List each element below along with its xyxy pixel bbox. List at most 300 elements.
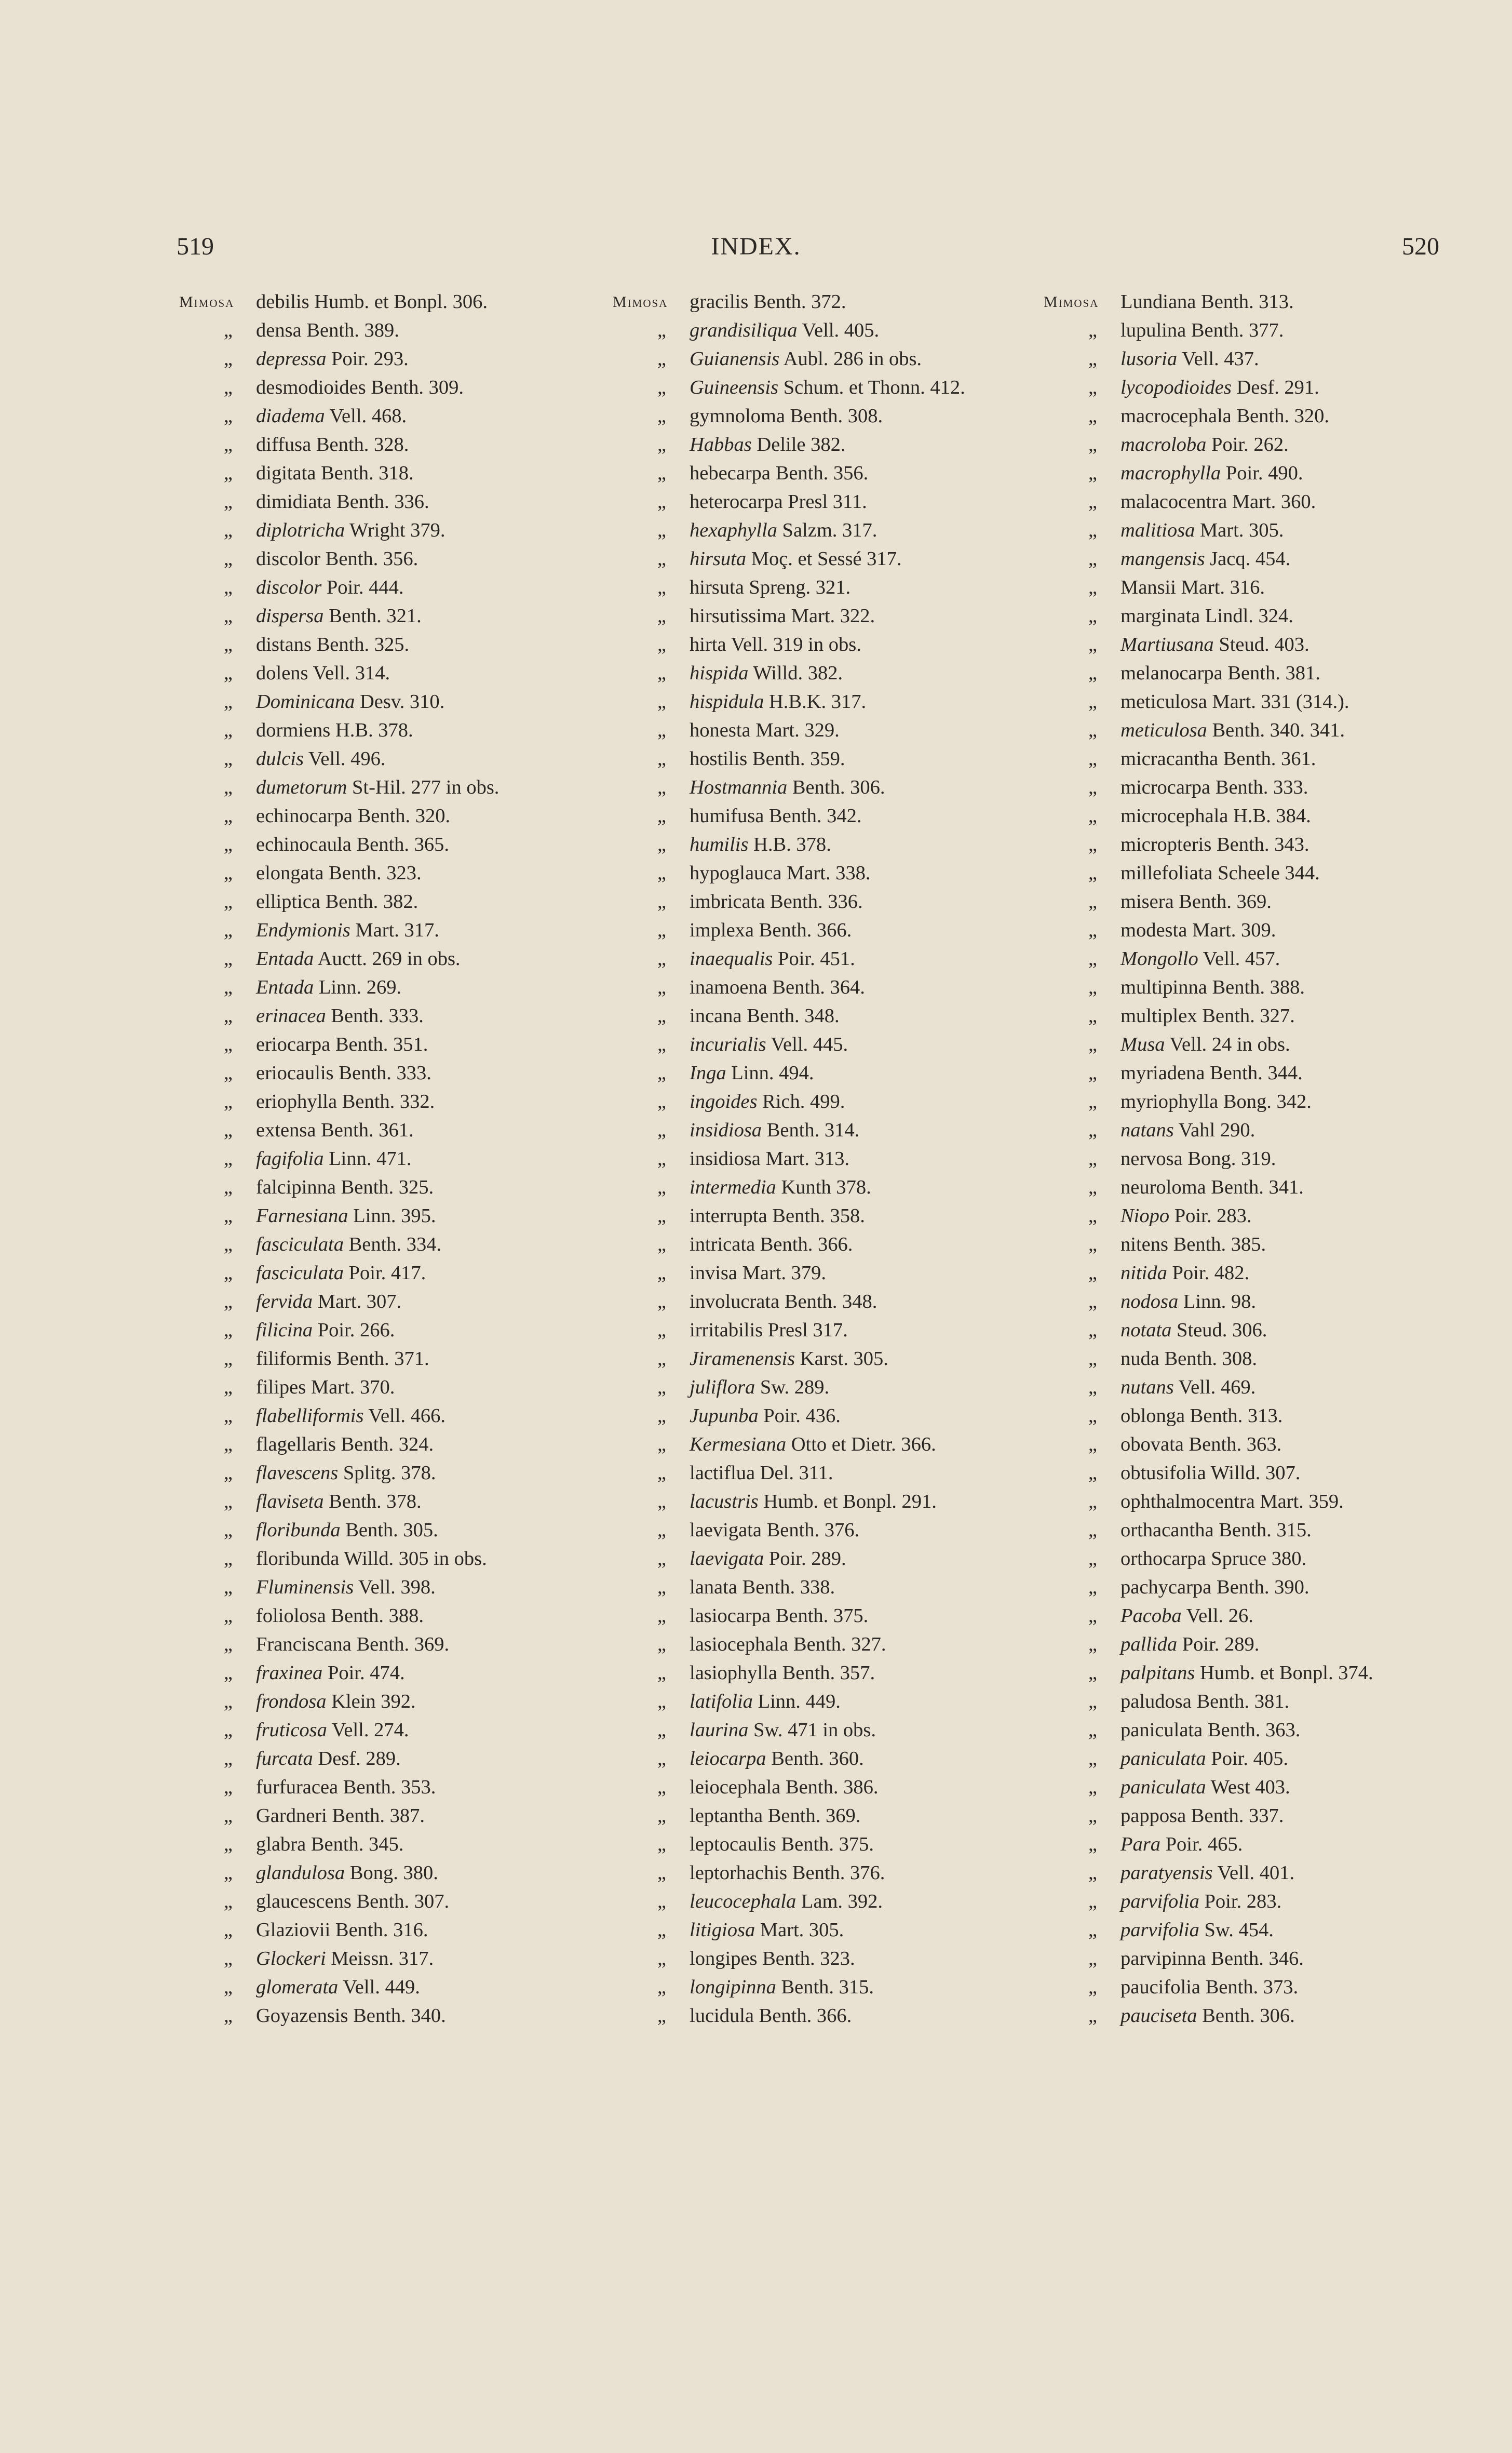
genus-label: Mimosa: [613, 293, 668, 311]
species-name: glaucescens: [256, 1891, 352, 1912]
authority-and-page: Benth. 341.: [1206, 1176, 1304, 1198]
index-entry: [1120, 1973, 1298, 2002]
index-entry: [690, 1259, 826, 1288]
authority-and-page: Vell. 24 in obs.: [1165, 1034, 1290, 1055]
ditto-mark: „: [657, 1376, 666, 1398]
ditto-mark: „: [657, 1576, 666, 1598]
species-name: neuroloma: [1120, 1176, 1206, 1198]
authority-and-page: Poir. 293.: [326, 348, 409, 370]
index-entry: [256, 1630, 449, 1659]
index-entry: [256, 373, 464, 402]
index-entry: [690, 1230, 853, 1259]
authority-and-page: Benth. 366.: [754, 2005, 852, 2027]
index-entry: [690, 516, 877, 545]
authority-and-page: Poir. 465.: [1160, 1833, 1243, 1855]
species-name: hypoglauca: [690, 862, 782, 884]
authority-and-page: Mart. 338.: [781, 862, 871, 884]
authority-and-page: Benth. 371.: [331, 1348, 429, 1370]
index-entry: [256, 945, 461, 973]
ditto-mark: „: [657, 1976, 666, 1998]
authority-and-page: Willd. 307.: [1206, 1462, 1301, 1484]
ditto-mark: „: [657, 1034, 666, 1055]
ditto-mark: „: [1088, 976, 1097, 998]
index-entry: [1120, 345, 1259, 373]
index-entry: [1120, 802, 1311, 830]
index-entry: [690, 1602, 868, 1630]
authority-and-page: Benth. 333.: [1210, 776, 1308, 798]
species-name: insidiosa: [690, 1148, 761, 1170]
species-name: laevigata: [690, 1548, 764, 1570]
index-entry: [256, 1916, 428, 1945]
species-name: gracilis: [690, 291, 749, 313]
authority-and-page: Benth. 342.: [764, 805, 862, 827]
ditto-mark: „: [1088, 891, 1097, 913]
authority-and-page: Kunth 378.: [776, 1176, 871, 1198]
authority-and-page: Spreng. 321.: [744, 577, 851, 598]
index-entry: [1120, 1002, 1295, 1030]
ditto-mark: „: [1088, 1205, 1097, 1227]
ditto-mark: „: [657, 377, 666, 398]
ditto-mark: „: [657, 662, 666, 684]
species-name: hostilis: [690, 748, 748, 770]
authority-and-page: Otto et Dietr. 366.: [786, 1433, 936, 1455]
ditto-mark: „: [224, 1948, 233, 1969]
ditto-mark: „: [1088, 1462, 1097, 1484]
ditto-mark: „: [224, 891, 233, 913]
ditto-mark: „: [1088, 862, 1097, 884]
species-name: hispidula: [690, 691, 764, 713]
ditto-mark: „: [657, 319, 666, 341]
species-name: diplotricha: [256, 519, 345, 541]
species-name: Habbas: [690, 434, 752, 455]
species-name: Musa: [1120, 1034, 1165, 1055]
species-name: furfuracea: [256, 1776, 339, 1798]
ditto-mark: „: [224, 862, 233, 884]
ditto-mark: „: [1088, 1548, 1097, 1570]
species-name: dispersa: [256, 605, 324, 627]
index-entry: [690, 1116, 859, 1145]
authority-and-page: Benth. 356.: [320, 548, 419, 570]
authority-and-page: Vell. 26.: [1181, 1605, 1253, 1627]
index-entry: [690, 1859, 885, 1887]
authority-and-page: Linn. 449.: [752, 1691, 841, 1712]
ditto-mark: „: [1088, 1662, 1097, 1684]
index-entry: [690, 1516, 859, 1545]
authority-and-page: Klein 392.: [326, 1691, 416, 1712]
ditto-mark: „: [1088, 519, 1097, 541]
authority-and-page: Mart. 317.: [350, 919, 439, 941]
index-entry: [256, 859, 422, 888]
species-name: dormiens: [256, 719, 331, 741]
authority-and-page: Benth. 375.: [776, 1833, 874, 1855]
species-name: modesta: [1120, 919, 1187, 941]
species-name: erinacea: [256, 1005, 326, 1027]
index-entry: [256, 1516, 438, 1545]
authority-and-page: Benth. 344.: [1205, 1062, 1303, 1084]
species-name: longipinna: [690, 1976, 776, 1998]
species-name: micropteris: [1120, 834, 1212, 855]
authority-and-page: Benth. 358.: [767, 1205, 865, 1227]
index-entry: [690, 830, 831, 859]
ditto-mark: „: [657, 1948, 666, 1969]
species-name: fagifolia: [256, 1148, 324, 1170]
ditto-mark: „: [1088, 834, 1097, 855]
index-entry: [1120, 516, 1284, 545]
index-entry: [256, 688, 444, 716]
species-name: inamoena: [690, 976, 767, 998]
index-entry: [1120, 459, 1303, 488]
authority-and-page: Auctt. 269 in obs.: [314, 948, 461, 970]
ditto-mark: „: [224, 1176, 233, 1198]
index-entry: [256, 1573, 436, 1602]
species-name: dulcis: [256, 748, 304, 770]
ditto-mark: „: [224, 948, 233, 970]
index-entry: [1120, 830, 1310, 859]
index-entry: [256, 1973, 420, 2002]
index-entry: [256, 1830, 403, 1859]
species-name: Jupunba: [690, 1405, 759, 1427]
ditto-mark: „: [1088, 1633, 1097, 1655]
index-entry: [256, 1116, 414, 1145]
index-entry: [256, 1202, 436, 1230]
species-name: Entada: [256, 948, 314, 970]
authority-and-page: Vell. 274.: [327, 1719, 409, 1741]
ditto-mark: „: [224, 605, 233, 627]
ditto-mark: „: [657, 1005, 666, 1027]
index-entry: [690, 1345, 888, 1373]
ditto-mark: „: [657, 834, 666, 855]
index-entry: [1120, 659, 1320, 688]
authority-and-page: Vell. 449.: [338, 1976, 420, 1998]
index-entry: [690, 1887, 883, 1916]
authority-and-page: Benth. 318.: [316, 462, 414, 484]
authority-and-page: Benth. 376.: [787, 1862, 885, 1884]
species-name: mangensis: [1120, 548, 1205, 570]
authority-and-page: Lam. 392.: [796, 1891, 883, 1912]
species-name: leiocephala: [690, 1776, 781, 1798]
ditto-mark: „: [224, 1148, 233, 1170]
index-entry: [1120, 1345, 1257, 1373]
ditto-mark: „: [657, 434, 666, 455]
ditto-mark: „: [1088, 776, 1097, 798]
species-name: parvifolia: [1120, 1919, 1199, 1941]
ditto-mark: „: [224, 1691, 233, 1712]
species-name: nervosa: [1120, 1148, 1183, 1170]
authority-and-page: Benth. 307.: [351, 1891, 450, 1912]
index-entry: [690, 773, 885, 802]
ditto-mark: „: [1088, 405, 1097, 427]
species-name: Glaziovii: [256, 1919, 331, 1941]
authority-and-page: Benth. 361.: [316, 1119, 414, 1141]
ditto-mark: „: [657, 691, 666, 713]
authority-and-page: St-Hil. 277 in obs.: [347, 776, 500, 798]
authority-and-page: Benth. 345.: [306, 1833, 404, 1855]
ditto-mark: „: [657, 1919, 666, 1941]
index-entry: [690, 316, 879, 345]
species-name: millefoliata: [1120, 862, 1213, 884]
index-entry: [1120, 1716, 1300, 1745]
species-name: hexaphylla: [690, 519, 777, 541]
species-name: filipes: [256, 1376, 306, 1398]
index-entry: [690, 1973, 874, 2002]
ditto-mark: „: [1088, 491, 1097, 513]
authority-and-page: Benth. 348.: [779, 1291, 878, 1312]
ditto-mark: „: [224, 1862, 233, 1884]
species-name: Kermesiana: [690, 1433, 787, 1455]
index-entry: [1120, 973, 1305, 1002]
species-name: dimidiata: [256, 491, 332, 513]
ditto-mark: „: [224, 377, 233, 398]
species-name: lactiflua: [690, 1462, 755, 1484]
species-name: lusoria: [1120, 348, 1178, 370]
authority-and-page: Benth. 336.: [765, 891, 863, 913]
authority-and-page: Benth. 369.: [1173, 891, 1272, 913]
index-entry: [690, 1030, 848, 1059]
species-name: multipinna: [1120, 976, 1207, 998]
species-name: meticulosa: [1120, 691, 1207, 713]
index-entry: [1120, 916, 1276, 945]
index-entry: [1120, 402, 1329, 431]
index-entry: [690, 1802, 860, 1830]
genus-label: Mimosa: [1044, 293, 1099, 311]
index-entry: [256, 516, 446, 545]
species-name: fasciculata: [256, 1262, 344, 1284]
species-name: glandulosa: [256, 1862, 345, 1884]
authority-and-page: Benth. 325.: [311, 634, 410, 655]
species-name: lasiocarpa: [690, 1605, 771, 1627]
authority-and-page: Linn. 494.: [726, 1062, 814, 1084]
ditto-mark: „: [1088, 1576, 1097, 1598]
authority-and-page: Benth. 372.: [748, 291, 846, 313]
index-entry: [1120, 1887, 1281, 1916]
authority-and-page: Benth. 340. 341.: [1207, 719, 1345, 741]
index-entry: [1120, 773, 1308, 802]
authority-and-page: Mart. 329.: [750, 719, 840, 741]
authority-and-page: Mart. 307.: [313, 1291, 402, 1312]
species-name: nutans: [1120, 1376, 1174, 1398]
index-entry: [1120, 316, 1284, 345]
index-entry: [256, 545, 418, 573]
species-name: floribunda: [256, 1519, 341, 1541]
index-entry: [690, 916, 852, 945]
index-entry: [690, 659, 843, 688]
index-entry: [256, 288, 488, 316]
index-entry: [256, 1030, 428, 1059]
authority-and-page: Vell. 314.: [308, 662, 390, 684]
authority-and-page: Vell. 445.: [766, 1034, 848, 1055]
authority-and-page: Poir. 482.: [1167, 1262, 1250, 1284]
authority-and-page: Sw. 289.: [755, 1376, 830, 1398]
index-entry: [256, 1373, 395, 1402]
species-name: flabelliformis: [256, 1405, 364, 1427]
ditto-mark: „: [1088, 462, 1097, 484]
authority-and-page: Benth. 328.: [311, 434, 409, 455]
index-entry: [256, 1945, 434, 1973]
species-name: microcarpa: [1120, 776, 1211, 798]
authority-and-page: Benth. 369.: [763, 1805, 861, 1827]
species-name: lasiocephala: [690, 1633, 789, 1655]
ditto-mark: „: [657, 605, 666, 627]
authority-and-page: Humb. et Bonpl. 374.: [1195, 1662, 1373, 1684]
ditto-mark: „: [1088, 805, 1097, 827]
authority-and-page: Benth. 390.: [1211, 1576, 1310, 1598]
species-name: incurialis: [690, 1034, 766, 1055]
species-name: intricata: [690, 1234, 755, 1255]
authority-and-page: Benth. 382.: [320, 891, 419, 913]
authority-and-page: Rich. 499.: [757, 1091, 845, 1112]
species-name: filiformis: [256, 1348, 332, 1370]
index-entry: [256, 316, 399, 345]
species-name: Hostmannia: [690, 776, 788, 798]
index-entry: [256, 1602, 424, 1630]
index-entry: [690, 2002, 852, 2030]
ditto-mark: „: [1088, 1491, 1097, 1512]
index-entry: [256, 716, 413, 745]
index-entry: [690, 1573, 835, 1602]
species-name: parvipinna: [1120, 1948, 1206, 1969]
species-name: dolens: [256, 662, 308, 684]
authority-and-page: Poir. 490.: [1221, 462, 1303, 484]
index-entry: [256, 1059, 431, 1088]
index-entry: [690, 631, 861, 659]
authority-and-page: Meissn. 317.: [326, 1948, 434, 1969]
authority-and-page: Wright 379.: [345, 519, 446, 541]
index-entry: [256, 1402, 446, 1430]
ditto-mark: „: [1088, 1605, 1097, 1627]
index-entry: [1120, 1487, 1344, 1516]
ditto-mark: „: [657, 1519, 666, 1541]
authority-and-page: Linn. 395.: [348, 1205, 436, 1227]
index-entry: [1120, 1173, 1304, 1202]
authority-and-page: Benth. 337.: [1186, 1805, 1284, 1827]
ditto-mark: „: [1088, 1376, 1097, 1398]
authority-and-page: Benth. 340.: [348, 2005, 446, 2027]
index-entry: [690, 1830, 874, 1859]
species-name: Para: [1120, 1833, 1160, 1855]
authority-and-page: Poir. 289.: [764, 1548, 846, 1570]
species-name: echinocarpa: [256, 805, 353, 827]
species-name: discolor: [256, 577, 322, 598]
index-entry: [1120, 1516, 1312, 1545]
species-name: interrupta: [690, 1205, 767, 1227]
authority-and-page: Benth. 313.: [1185, 1405, 1283, 1427]
authority-and-page: Benth. 323.: [757, 1948, 855, 1969]
authority-and-page: Bong. 342.: [1218, 1091, 1312, 1112]
species-name: lycopodioides: [1120, 377, 1232, 398]
authority-and-page: Linn. 98.: [1178, 1291, 1256, 1312]
authority-and-page: Benth. 314.: [762, 1119, 860, 1141]
ditto-mark: „: [657, 748, 666, 770]
authority-and-page: Karst. 305.: [795, 1348, 888, 1370]
index-entry: [1120, 545, 1290, 573]
authority-and-page: Vell. 457.: [1198, 948, 1280, 970]
ditto-mark: „: [224, 1519, 233, 1541]
authority-and-page: Steud. 403.: [1213, 634, 1310, 655]
index-entry: [690, 345, 922, 373]
authority-and-page: Benth. 323.: [323, 862, 422, 884]
authority-and-page: Lindl. 324.: [1200, 605, 1293, 627]
species-name: myriadena: [1120, 1062, 1205, 1084]
authority-and-page: Bong. 380.: [345, 1862, 438, 1884]
index-entry: [690, 1088, 845, 1116]
authority-and-page: Jacq. 454.: [1205, 548, 1291, 570]
index-entry: [256, 745, 386, 773]
ditto-mark: „: [1088, 1319, 1097, 1341]
ditto-mark: „: [224, 976, 233, 998]
authority-and-page: Benth. 381.: [1222, 662, 1320, 684]
species-name: flagellaris: [256, 1433, 336, 1455]
ditto-mark: „: [1088, 434, 1097, 455]
species-name: hispida: [690, 662, 749, 684]
species-name: flavescens: [256, 1462, 339, 1484]
index-entry: [690, 973, 865, 1002]
index-entry: [1120, 745, 1316, 773]
species-name: filicina: [256, 1319, 313, 1341]
ditto-mark: „: [657, 776, 666, 798]
ditto-mark: „: [1088, 605, 1097, 627]
authority-and-page: Benth. 346.: [1206, 1948, 1304, 1969]
index-entry: [256, 459, 414, 488]
index-entry: [1120, 1402, 1282, 1430]
authority-and-page: Spruce 380.: [1206, 1548, 1307, 1570]
index-entry: [1120, 1145, 1276, 1173]
authority-and-page: Scheele 344.: [1212, 862, 1320, 884]
ditto-mark: „: [657, 1662, 666, 1684]
index-entry: [690, 888, 863, 916]
species-name: fervida: [256, 1291, 313, 1312]
species-name: natans: [1120, 1119, 1174, 1141]
authority-and-page: Benth. 334.: [343, 1234, 442, 1255]
index-entry: [256, 2002, 446, 2030]
index-entry: [1120, 716, 1345, 745]
index-entry: [256, 1487, 422, 1516]
authority-and-page: Benth. 378.: [323, 1491, 422, 1512]
ditto-mark: „: [657, 462, 666, 484]
index-entry: [690, 488, 867, 516]
index-entry: [690, 1402, 841, 1430]
index-entry: [256, 1802, 425, 1830]
species-name: furcata: [256, 1748, 313, 1770]
ditto-mark: „: [224, 519, 233, 541]
species-name: leptantha: [690, 1805, 763, 1827]
species-name: obovata: [1120, 1433, 1184, 1455]
species-name: macroloba: [1120, 434, 1207, 455]
index-entry: [256, 916, 439, 945]
ditto-mark: „: [1088, 548, 1097, 570]
index-entry: [690, 1173, 871, 1202]
authority-and-page: Sw. 454.: [1199, 1919, 1274, 1941]
index-entry: [1120, 1116, 1255, 1145]
index-entry: [690, 945, 855, 973]
authority-and-page: Desf. 291.: [1231, 377, 1319, 398]
species-name: hebecarpa: [690, 462, 771, 484]
index-entry: [690, 1687, 841, 1716]
ditto-mark: „: [657, 1491, 666, 1512]
authority-and-page: Benth. 365.: [351, 834, 450, 855]
species-name: inaequalis: [690, 948, 773, 970]
ditto-mark: „: [657, 1405, 666, 1427]
authority-and-page: Presl 317.: [763, 1319, 848, 1341]
index-entry: [256, 1230, 441, 1259]
index-entry: [1120, 1316, 1267, 1345]
index-entry: [256, 1430, 434, 1459]
species-name: glomerata: [256, 1976, 339, 1998]
index-entry: [690, 1459, 833, 1487]
genus-label: Mimosa: [179, 293, 235, 311]
authority-and-page: Steud. 306.: [1171, 1319, 1267, 1341]
species-name: depressa: [256, 348, 327, 370]
species-name: Pacoba: [1120, 1605, 1182, 1627]
